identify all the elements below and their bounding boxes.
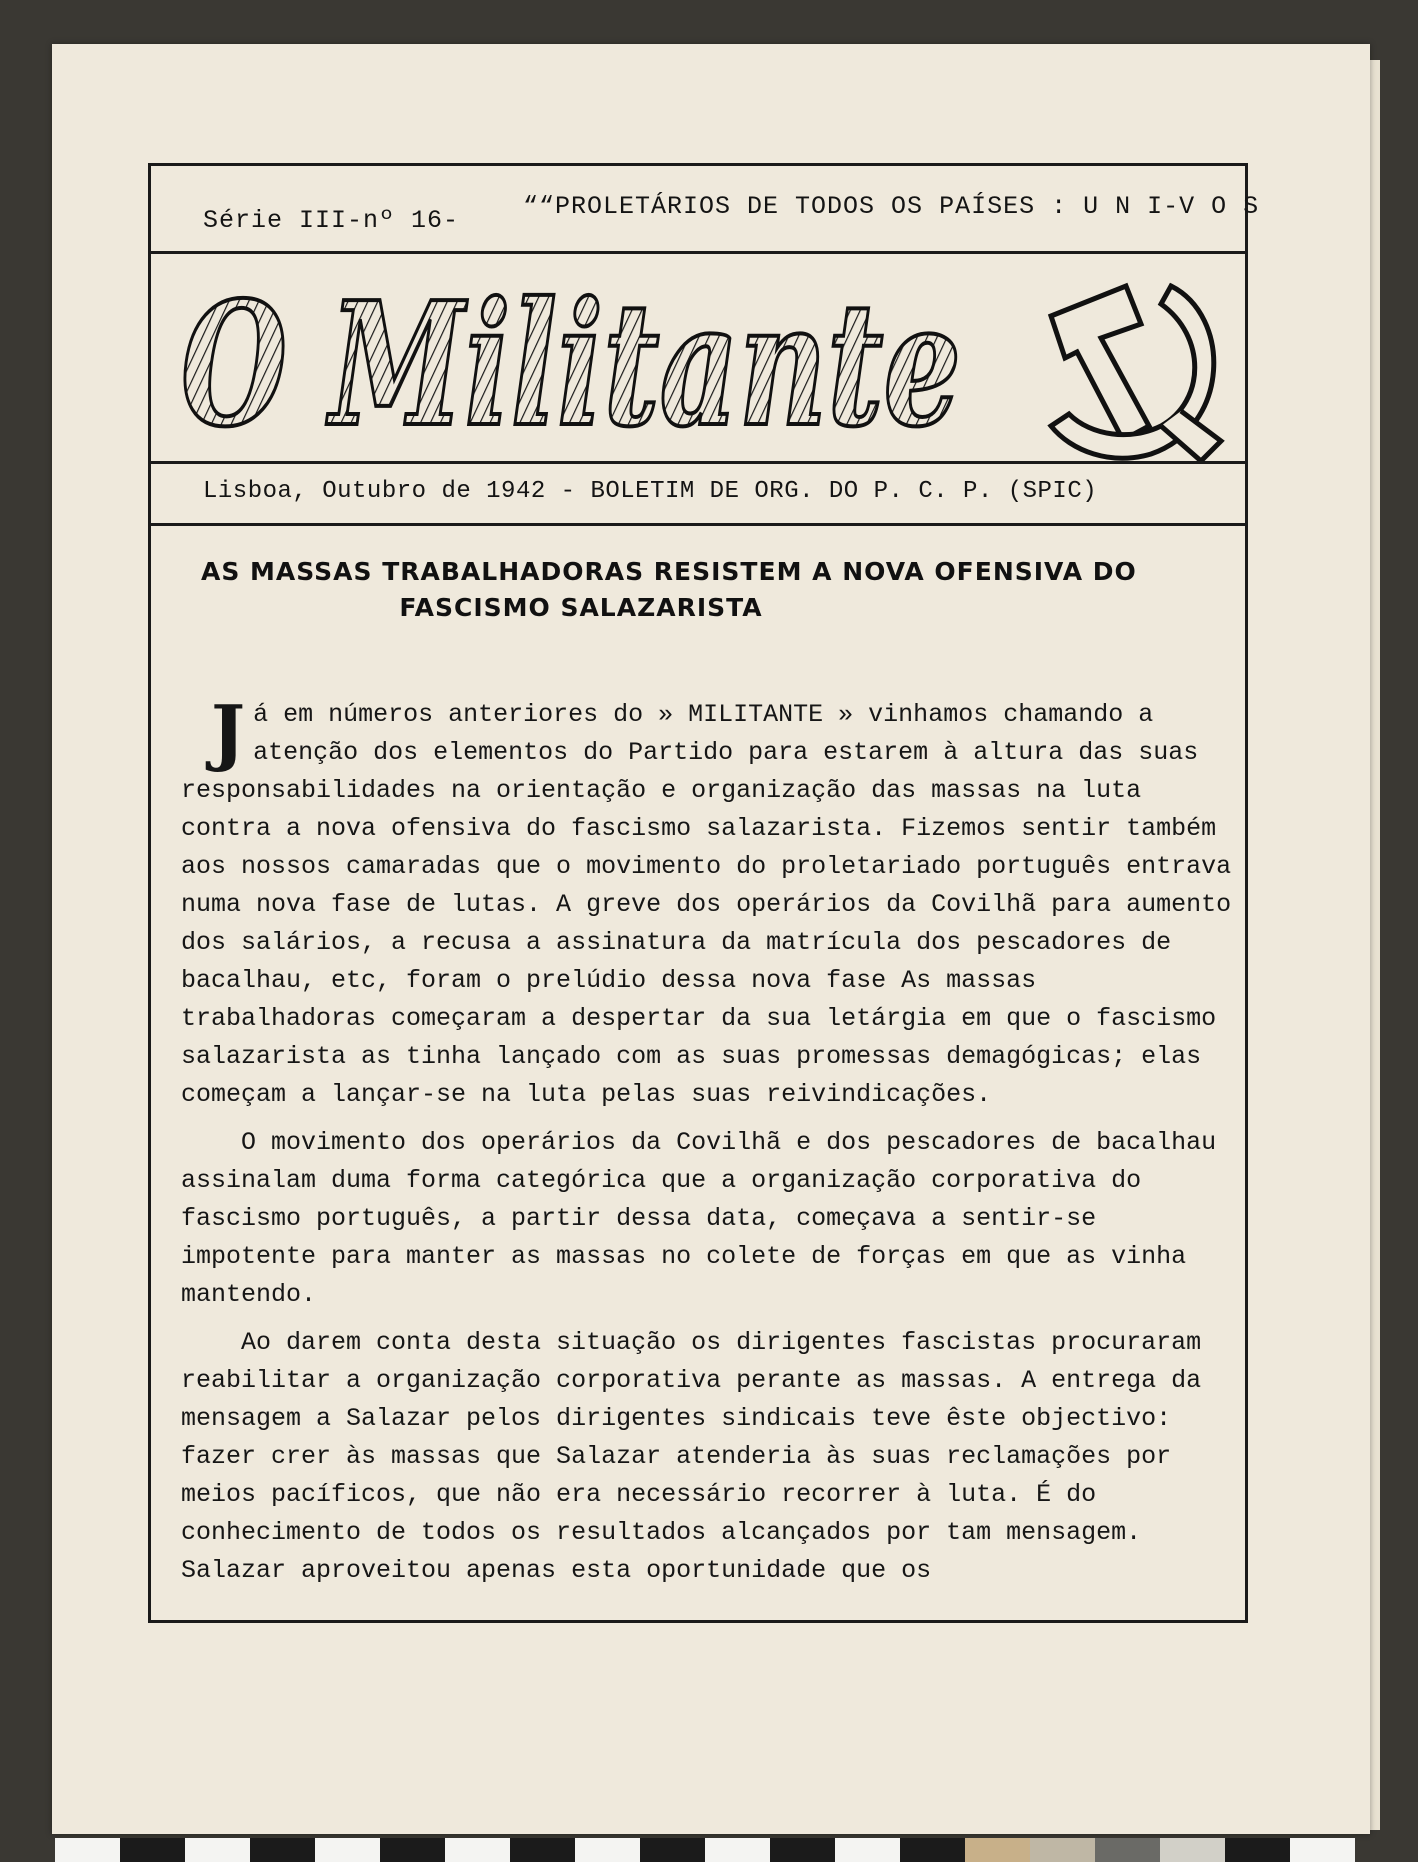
paragraph-2: O movimento dos operários da Covilhã e dos pescadores de bacalhau assinalam duma forma categórica que a organização corporativa do fascismo português, a partir dessa data, começava a sentir-se impotente para manter as massas no colete de forças em que as vinha mantendo.: [181, 1128, 1217, 1309]
slogan: ““PROLETÁRIOS DE TODOS OS PAÍSES : U N I-V O S: [523, 192, 1260, 221]
dateline-row: [151, 464, 1245, 526]
series-number: Série III-nº 16-: [203, 206, 460, 235]
hammer-sickle-icon: [1051, 286, 1221, 461]
masthead-title: O Militante: [181, 265, 961, 461]
article-body: [181, 689, 1241, 1600]
paragraph-1: Já em números anteriores do » MILITANTE » vinhamos chamando a atenção dos elementos do Partido para estarem à altura das suas responsabilidades na orientação e organização das massas na luta contra a nova ofensiva do fascismo salazarista. Fizemos sentir também aos nossos camaradas que o movimento do proletariado português entrava numa nova fase de lutas. A greve dos operários da Covilhã para aumento dos salários, a recusa a assinatura da matrícula dos pescadores de bacalhau, etc, foram o prelúdio dessa nova fase As massas trabalhadoras começaram a despertar da sua letárgia em que o fascismo salazarista as tinha lançado com as suas promessas demagógicas; elas começam a lançar-se na luta pelas suas reivindicações.: [181, 689, 1232, 1109]
bulletin-frame: [148, 163, 1260, 1623]
masthead: [151, 254, 1245, 464]
paragraph-3: Ao darem conta desta situação os dirigentes fascistas procuraram reabilitar a organização corporativa perante as massas. A entrega da mensagem a Salazar pelos dirigentes sindicais teve êste objectivo: fazer crer às massas que Salazar atenderia às suas reclamações por meios pacíficos, que não era necessário recorrer à luta. É do conhecimento de todos os resultados alcançados por tam mensagem. Salazar aproveitou apenas esta oportunidade que os: [181, 1328, 1202, 1585]
dateline: Lisboa, Outubro de 1942 - BOLETIM DE ORG. DO P. C. P. (SPIC): [203, 478, 1098, 505]
headline-line-2: FASCISMO SALAZARISTA: [399, 593, 763, 622]
headline-line-1: AS MASSAS TRABALHADORAS RESISTEM A NOVA OFENSIVA DO: [201, 557, 1137, 586]
article-headline: [191, 554, 1211, 626]
header-row: [151, 166, 1260, 254]
masthead-logo: [151, 254, 1245, 461]
color-scale-bar: [55, 1838, 1355, 1862]
